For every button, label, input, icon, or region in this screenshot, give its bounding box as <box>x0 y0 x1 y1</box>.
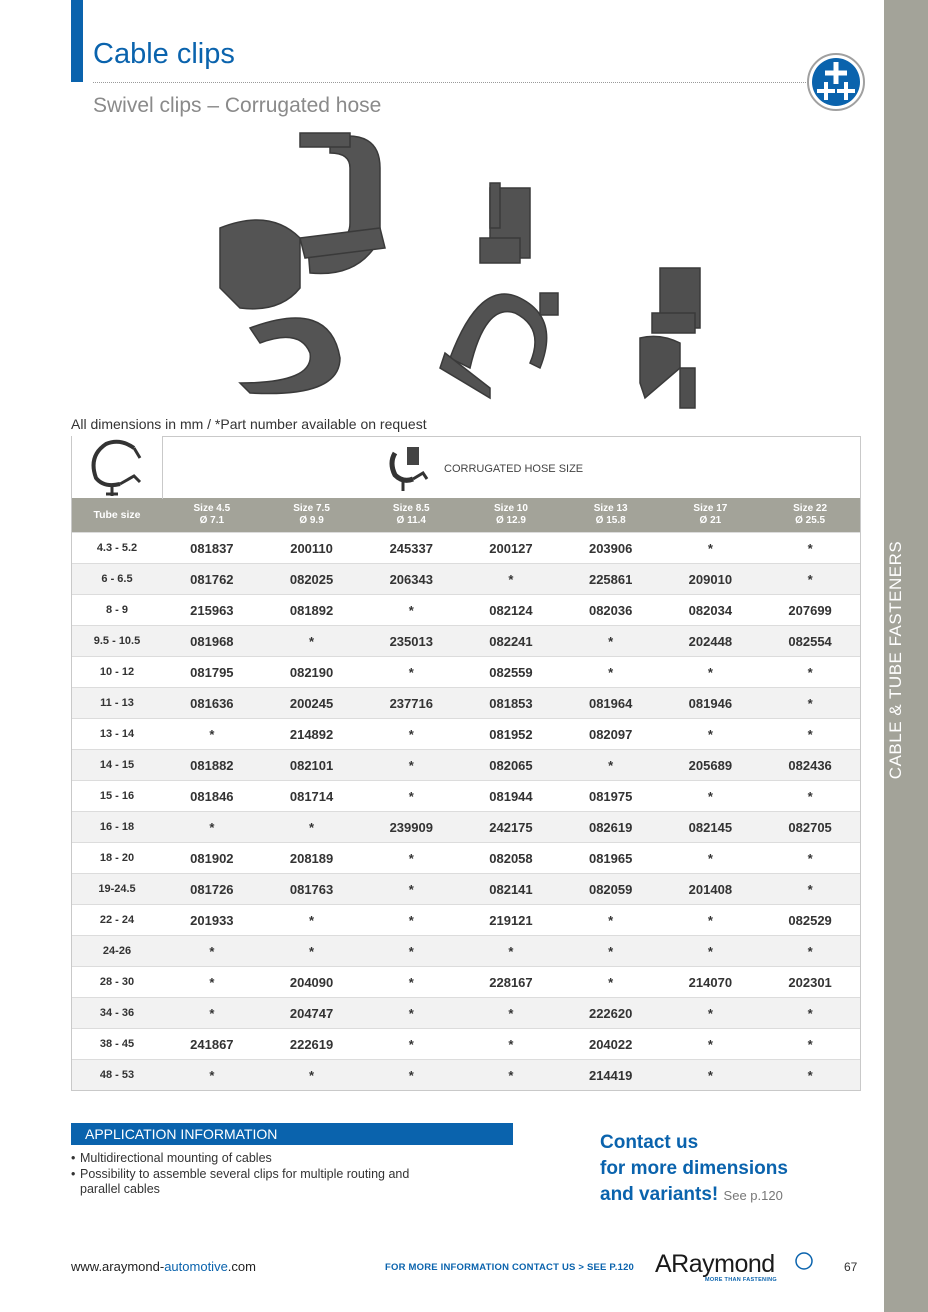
tube-size-cell: 22 - 24 <box>72 905 162 936</box>
tube-size-cell: 6 - 6.5 <box>72 564 162 595</box>
part-number-cell: * <box>661 719 761 750</box>
hose-header <box>162 436 860 499</box>
part-number-cell: 204747 <box>262 998 362 1029</box>
part-number-cell: 081892 <box>262 595 362 626</box>
swivel-clips-product-image <box>190 128 750 418</box>
part-number-cell: 081975 <box>561 781 661 812</box>
part-number-cell: * <box>760 688 860 719</box>
parts-grid <box>72 498 860 1090</box>
tube-size-cell: 4.3 - 5.2 <box>72 533 162 564</box>
part-number-cell: * <box>361 874 461 905</box>
column-size: Size 17 <box>693 503 728 514</box>
part-number-cell: 082559 <box>461 657 561 688</box>
column-header <box>561 498 661 533</box>
part-number-cell: 225861 <box>561 564 661 595</box>
part-number-cell: 202448 <box>661 626 761 657</box>
part-number-cell: 081726 <box>162 874 262 905</box>
column-header <box>162 498 262 533</box>
url-prefix: www.araymond- <box>71 1259 165 1274</box>
part-number-cell: * <box>262 936 362 967</box>
part-number-cell: * <box>162 967 262 998</box>
part-number-cell: * <box>262 1060 362 1091</box>
part-number-cell: * <box>561 626 661 657</box>
part-number-cell: 219121 <box>461 905 561 936</box>
tube-size-cell: 10 - 12 <box>72 657 162 688</box>
logo-tagline: MORE THAN FASTENING <box>705 1277 778 1283</box>
part-number-cell: * <box>661 781 761 812</box>
part-number-cell: 242175 <box>461 812 561 843</box>
url-highlight: automotive <box>164 1259 228 1274</box>
part-number-cell: 200245 <box>262 688 362 719</box>
table-row <box>72 750 860 781</box>
clip-outline-icon <box>72 436 162 498</box>
tube-size-cell: 11 - 13 <box>72 688 162 719</box>
part-number-cell: 081944 <box>461 781 561 812</box>
part-number-cell: 081795 <box>162 657 262 688</box>
part-number-cell: * <box>262 626 362 657</box>
application-list <box>71 1151 431 1198</box>
part-number-cell: 082124 <box>461 595 561 626</box>
part-number-cell: * <box>760 843 860 874</box>
clip-diagram <box>72 436 162 498</box>
table-row <box>72 688 860 719</box>
part-number-cell: 206343 <box>361 564 461 595</box>
column-diameter: Ø 21 <box>699 515 722 526</box>
part-number-cell: * <box>760 719 860 750</box>
part-number-cell: 082619 <box>561 812 661 843</box>
part-number-cell: * <box>461 1060 561 1091</box>
tube-size-cell: 18 - 20 <box>72 843 162 874</box>
part-number-cell: 204090 <box>262 967 362 998</box>
part-number-cell: 082190 <box>262 657 362 688</box>
list-item: • Multidirectional mounting of cables <box>71 1151 431 1167</box>
part-number-cell: 209010 <box>661 564 761 595</box>
tube-size-cell: 16 - 18 <box>72 812 162 843</box>
part-number-cell: * <box>162 936 262 967</box>
part-number-cell: 200127 <box>461 533 561 564</box>
part-number-cell: 082554 <box>760 626 860 657</box>
column-header <box>661 498 761 533</box>
table-row <box>72 564 860 595</box>
table-row <box>72 1029 860 1060</box>
table-row <box>72 812 860 843</box>
part-number-cell: * <box>561 657 661 688</box>
part-number-cell: * <box>661 657 761 688</box>
part-number-cell: 222620 <box>561 998 661 1029</box>
part-number-cell: 081952 <box>461 719 561 750</box>
column-size: Size 7.5 <box>293 503 330 514</box>
column-size: Size 13 <box>593 503 628 514</box>
tube-size-cell: 34 - 36 <box>72 998 162 1029</box>
table-row <box>72 843 860 874</box>
table-row <box>72 905 860 936</box>
table-row <box>72 967 860 998</box>
part-number-cell: 214892 <box>262 719 362 750</box>
part-number-cell: * <box>361 657 461 688</box>
part-number-cell: 241867 <box>162 1029 262 1060</box>
part-number-cell: 214070 <box>661 967 761 998</box>
part-number-cell: * <box>262 905 362 936</box>
column-size: Size 8.5 <box>392 503 430 514</box>
column-header <box>262 498 362 533</box>
table-row <box>72 936 860 967</box>
part-number-cell: * <box>461 936 561 967</box>
part-number-cell: * <box>561 967 661 998</box>
part-number-cell: 207699 <box>760 595 860 626</box>
part-number-cell: 222619 <box>262 1029 362 1060</box>
part-number-cell: 082025 <box>262 564 362 595</box>
part-number-cell: * <box>162 1060 262 1091</box>
part-number-cell: 081636 <box>162 688 262 719</box>
part-number-cell: * <box>561 936 661 967</box>
part-number-cell: * <box>661 905 761 936</box>
part-number-cell: * <box>162 998 262 1029</box>
part-number-cell: * <box>361 905 461 936</box>
tube-size-cell: 38 - 45 <box>72 1029 162 1060</box>
part-number-cell: * <box>361 1029 461 1060</box>
part-number-cell: 082436 <box>760 750 860 781</box>
part-number-cell: 082705 <box>760 812 860 843</box>
part-number-cell: 081846 <box>162 781 262 812</box>
part-number-cell: * <box>361 843 461 874</box>
tube-size-cell: 8 - 9 <box>72 595 162 626</box>
araymond-logo <box>655 1250 815 1286</box>
application-info-bar <box>71 1123 513 1145</box>
url-suffix: .com <box>227 1259 256 1274</box>
page-subtitle: Swivel clips – Corrugated hose <box>93 94 382 117</box>
part-number-cell: 082065 <box>461 750 561 781</box>
table-row <box>72 657 860 688</box>
contact-line-2: for more dimensions <box>600 1158 788 1179</box>
part-number-cell: * <box>760 657 860 688</box>
tube-size-header: Tube size <box>72 498 162 533</box>
part-number-cell: * <box>361 1060 461 1091</box>
part-number-cell: 245337 <box>361 533 461 564</box>
table-header-row <box>72 498 860 533</box>
part-number-cell: * <box>760 533 860 564</box>
table-top <box>72 436 860 498</box>
part-number-cell: 201933 <box>162 905 262 936</box>
part-number-cell: * <box>461 998 561 1029</box>
tube-size-cell: 19-24.5 <box>72 874 162 905</box>
logo-wordmark: ARaymond <box>655 1250 775 1278</box>
part-number-cell: 208189 <box>262 843 362 874</box>
part-number-cell: * <box>760 998 860 1029</box>
part-number-cell: * <box>461 1029 561 1060</box>
part-number-cell: * <box>760 1060 860 1091</box>
part-number-cell: 081714 <box>262 781 362 812</box>
part-number-cell: 082036 <box>561 595 661 626</box>
part-number-cell: 082034 <box>661 595 761 626</box>
part-number-cell: 081965 <box>561 843 661 874</box>
tube-size-cell: 14 - 15 <box>72 750 162 781</box>
part-number-cell: * <box>361 719 461 750</box>
table-row <box>72 719 860 750</box>
table-row <box>72 595 860 626</box>
list-item: • Possibility to assemble several clips for multiple routing and parallel cables <box>71 1167 431 1198</box>
part-number-cell: 202301 <box>760 967 860 998</box>
part-number-cell: 082529 <box>760 905 860 936</box>
logo-badge-icon <box>795 1252 813 1270</box>
part-number-cell: 205689 <box>661 750 761 781</box>
part-number-cell: * <box>661 936 761 967</box>
column-diameter: Ø 7.1 <box>199 515 225 526</box>
contact-line-3: and variants! <box>600 1184 719 1205</box>
tube-size-cell: 13 - 14 <box>72 719 162 750</box>
page-title: Cable clips <box>93 38 235 70</box>
part-number-cell: * <box>361 781 461 812</box>
corrugated-clip-icon <box>385 443 437 493</box>
part-number-cell: 239909 <box>361 812 461 843</box>
tube-size-cell: 28 - 30 <box>72 967 162 998</box>
hose-size-label: CORRUGATED HOSE SIZE <box>444 463 584 475</box>
page-number: 67 <box>844 1260 858 1274</box>
part-number-cell: 081763 <box>262 874 362 905</box>
tube-size-cell: 48 - 53 <box>72 1060 162 1091</box>
website-link[interactable] <box>71 1259 256 1274</box>
part-number-cell: 081964 <box>561 688 661 719</box>
more-info-text: FOR MORE INFORMATION CONTACT US > SEE P.120 <box>385 1262 635 1273</box>
part-number-cell: * <box>361 967 461 998</box>
part-number-cell: * <box>162 719 262 750</box>
part-number-cell: * <box>661 1060 761 1091</box>
part-number-cell: * <box>561 905 661 936</box>
column-header <box>361 498 461 533</box>
side-label-wrap <box>886 540 906 780</box>
part-number-cell: * <box>760 564 860 595</box>
part-number-cell: * <box>361 936 461 967</box>
part-number-cell: 082097 <box>561 719 661 750</box>
table-row <box>72 781 860 812</box>
title-accent-bar <box>71 0 83 82</box>
part-number-cell: * <box>661 843 761 874</box>
contact-callout <box>600 1130 788 1209</box>
side-label: CABLE & TUBE FASTENERS <box>886 540 905 780</box>
part-number-cell: 082058 <box>461 843 561 874</box>
part-number-cell: 228167 <box>461 967 561 998</box>
part-number-cell: * <box>661 533 761 564</box>
part-number-cell: * <box>661 1029 761 1060</box>
part-number-cell: 081882 <box>162 750 262 781</box>
column-header <box>461 498 561 533</box>
part-number-cell: 081902 <box>162 843 262 874</box>
part-number-cell: 215963 <box>162 595 262 626</box>
part-number-cell: 081946 <box>661 688 761 719</box>
header-divider <box>93 82 808 83</box>
part-number-cell: 082241 <box>461 626 561 657</box>
tube-size-cell: 15 - 16 <box>72 781 162 812</box>
part-number-cell: * <box>162 812 262 843</box>
table-row <box>72 998 860 1029</box>
part-number-cell: 201408 <box>661 874 761 905</box>
part-number-cell: * <box>361 750 461 781</box>
part-number-cell: 081853 <box>461 688 561 719</box>
part-number-cell: 203906 <box>561 533 661 564</box>
column-diameter: Ø 15.8 <box>595 515 626 526</box>
column-diameter: Ø 25.5 <box>795 515 826 526</box>
column-header <box>760 498 860 533</box>
part-number-cell: 214419 <box>561 1060 661 1091</box>
plus-badge-icon <box>806 52 866 112</box>
part-number-cell: * <box>760 781 860 812</box>
contact-see-page: See p.120 <box>723 1188 783 1203</box>
part-number-cell: * <box>661 998 761 1029</box>
column-size: Size 22 <box>793 503 828 514</box>
part-number-cell: 081968 <box>162 626 262 657</box>
tube-size-cell: 9.5 - 10.5 <box>72 626 162 657</box>
column-diameter: Ø 12.9 <box>495 515 526 526</box>
table-row <box>72 626 860 657</box>
part-number-cell: * <box>760 936 860 967</box>
contact-line-1: Contact us <box>600 1132 699 1153</box>
part-number-cell: 237716 <box>361 688 461 719</box>
part-number-table <box>71 436 861 1091</box>
column-diameter: Ø 11.4 <box>396 515 426 526</box>
table-row <box>72 874 860 905</box>
part-number-cell: 082059 <box>561 874 661 905</box>
column-size: Size 10 <box>494 503 528 514</box>
part-number-cell: * <box>461 564 561 595</box>
part-number-cell: * <box>760 874 860 905</box>
part-number-cell: 081762 <box>162 564 262 595</box>
part-number-cell: 082101 <box>262 750 362 781</box>
part-number-cell: * <box>361 998 461 1029</box>
table-row <box>72 533 860 564</box>
tube-size-cell: 24-26 <box>72 936 162 967</box>
column-diameter: Ø 9.9 <box>299 515 324 526</box>
part-number-cell: 082141 <box>461 874 561 905</box>
part-number-cell: 204022 <box>561 1029 661 1060</box>
part-number-cell: * <box>262 812 362 843</box>
part-number-cell: * <box>561 750 661 781</box>
application-title: APPLICATION INFORMATION <box>85 1126 278 1142</box>
part-number-cell: 081837 <box>162 533 262 564</box>
part-number-cell: * <box>760 1029 860 1060</box>
part-number-cell: * <box>361 595 461 626</box>
part-number-cell: 200110 <box>262 533 362 564</box>
table-row <box>72 1060 860 1091</box>
column-size: Size 4.5 <box>193 503 231 514</box>
part-number-cell: 235013 <box>361 626 461 657</box>
part-number-cell: 082145 <box>661 812 761 843</box>
dimensions-note: All dimensions in mm / *Part number available on request <box>71 416 427 432</box>
